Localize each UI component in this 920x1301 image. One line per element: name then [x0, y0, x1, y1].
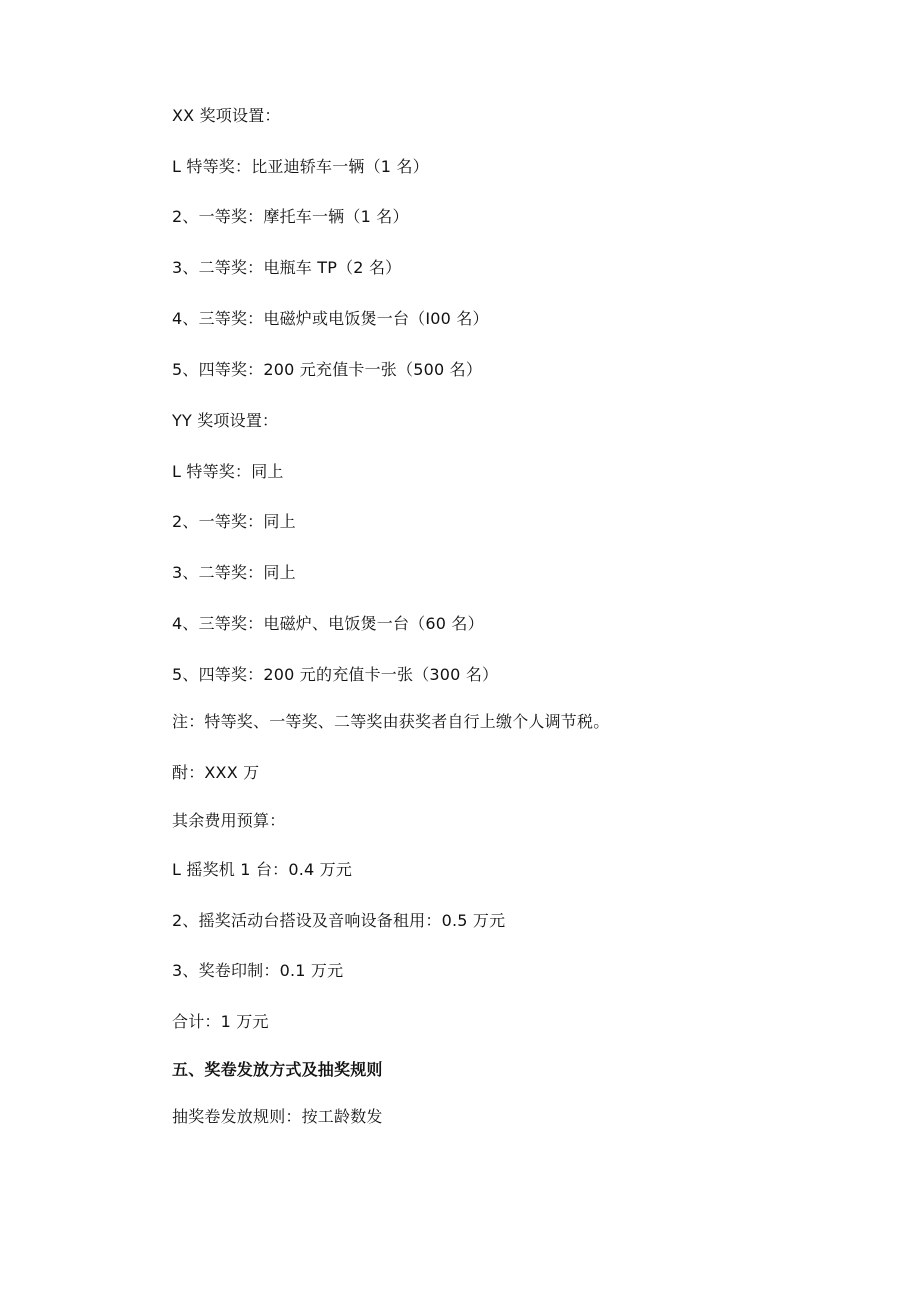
yy-second-prize: 3、二等奖：同上 — [172, 563, 296, 582]
other-costs-heading: 其余费用预算： — [172, 811, 286, 830]
xx-fourth-prize: 5、四等奖：200 元充值卡一张（500 名） — [172, 360, 483, 379]
tax-note: 注：特等奖、一等奖、二等奖由获奖者自行上缴个人调节税。 — [172, 712, 610, 731]
xx-second-prize: 3、二等奖：电瓶车 TP（2 名） — [172, 258, 402, 277]
xx-first-prize: 2、一等奖：摩托车一辆（1 名） — [172, 207, 409, 226]
yy-third-prize: 4、三等奖：电磁炉、电饭煲一台（60 名） — [172, 614, 484, 633]
xx-prize-heading: XX 奖项设置： — [172, 106, 281, 125]
cost-stage-audio: 2、摇奖活动台搭设及音响设备租用：0.5 万元 — [172, 911, 506, 930]
xx-third-prize: 4、三等奖：电磁炉或电饭煲一台（I00 名） — [172, 309, 489, 328]
cost-total: 合计：1 万元 — [172, 1012, 269, 1031]
yy-fourth-prize: 5、四等奖：200 元的充值卡一张（300 名） — [172, 665, 499, 684]
yy-special-prize: L 特等奖：同上 — [172, 462, 284, 481]
cost-lottery-machine: L 摇奖机 1 台：0.4 万元 — [172, 860, 353, 879]
xx-special-prize: L 特等奖：比亚迪轿车一辆（1 名） — [172, 157, 429, 176]
yy-prize-heading: YY 奖项设置： — [172, 411, 279, 430]
cost-ticket-printing: 3、奖卷印制：0.1 万元 — [172, 961, 344, 980]
yy-first-prize: 2、一等奖：同上 — [172, 512, 296, 531]
distribution-rule: 抽奖卷发放规则：按工龄数发 — [172, 1107, 383, 1126]
section-heading-five: 五、奖卷发放方式及抽奖规则 — [172, 1060, 383, 1079]
total-line: 酎：XXX 万 — [172, 763, 260, 782]
